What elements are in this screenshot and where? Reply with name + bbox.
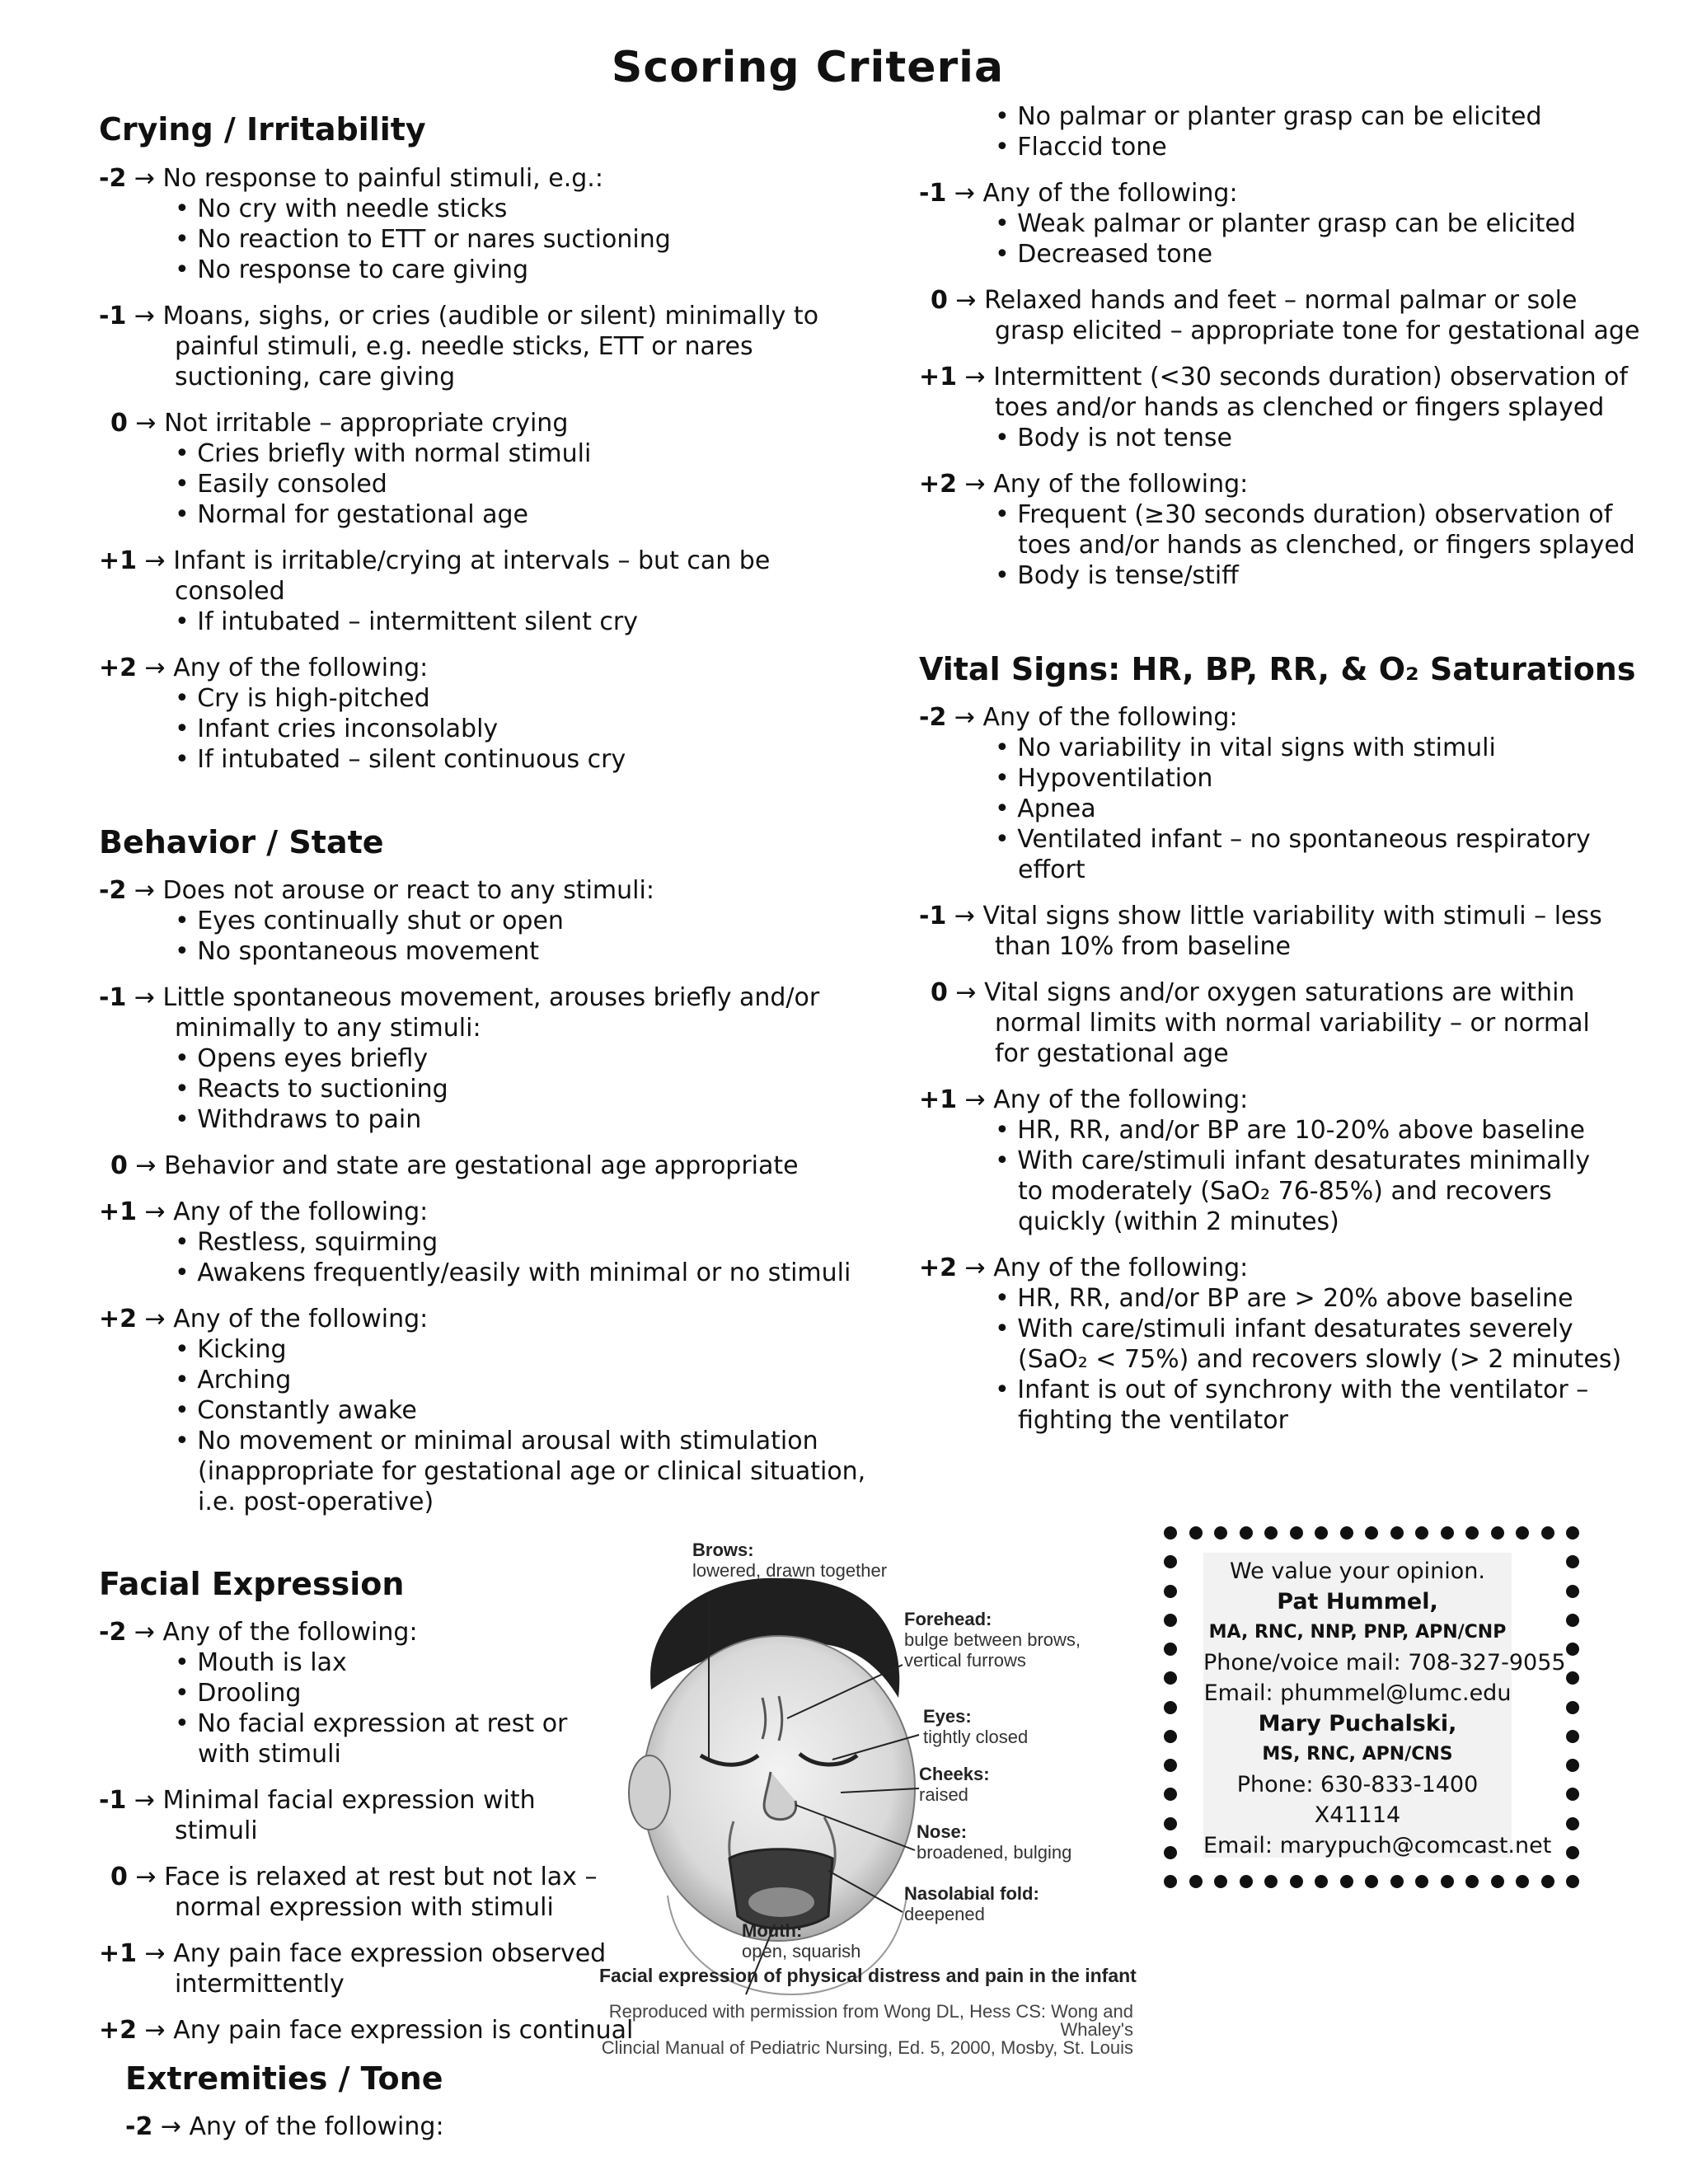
- border-dot: [1315, 1875, 1328, 1888]
- border-dot: [1541, 1875, 1554, 1888]
- score-text: → Any pain face expression is continual: [137, 2016, 634, 2045]
- extremities-title: Extremities / Tone: [125, 2060, 443, 2097]
- score-value: 0: [931, 286, 948, 315]
- contact-intro: We value your opinion.: [1230, 1558, 1485, 1584]
- score-text: → Any of the following:: [137, 1197, 429, 1226]
- border-dot: [1290, 1875, 1303, 1888]
- bullet-item: • Body is not tense: [995, 424, 1232, 452]
- border-dot: [1566, 1671, 1579, 1685]
- border-dot: [1164, 1730, 1177, 1743]
- label-mouth: Mouth: open, squarish: [742, 1920, 861, 1961]
- bullet-item: • Decreased tone: [995, 240, 1213, 269]
- border-dot: [1566, 1759, 1579, 1772]
- score-value: +1: [99, 546, 138, 575]
- score-value: 0: [110, 409, 128, 438]
- continuation-line: normal expression with stimuli: [175, 1893, 554, 1922]
- score-line: [99, 1617, 418, 1647]
- score-value: -1: [919, 179, 947, 208]
- score-line: [919, 285, 1577, 316]
- border-dot: [1240, 1526, 1253, 1540]
- extremities-first-line: -2 → Any of the following:: [125, 2112, 444, 2141]
- score-value: -1: [99, 1786, 127, 1815]
- bullet-item: • Awakens frequently/easily with minimal or no stimuli: [175, 1258, 851, 1287]
- score-line: [99, 2015, 633, 2046]
- bullet-item: • Easily consoled: [175, 470, 387, 499]
- border-dot: [1164, 1846, 1177, 1859]
- bullet-item: • Opens eyes briefly: [175, 1044, 429, 1073]
- bullet-item: • No cry with needle sticks: [175, 194, 508, 223]
- continuation-line: toes and/or hands as clenched, or fingers splayed: [1018, 531, 1635, 560]
- continuation-line: (SaO₂ < 75%) and recovers slowly (> 2 minutes): [1018, 1345, 1622, 1374]
- score-line: [919, 1253, 1248, 1283]
- label-forehead: Forehead: bulge between brows, vertical furrows: [904, 1609, 1081, 1671]
- contact-email-1: Email: phummel@lumc.edu: [1203, 1680, 1512, 1706]
- border-dot: [1315, 1526, 1328, 1540]
- border-dot: [1164, 1585, 1177, 1598]
- figure-caption: Facial expression of physical distress and pain in the infant: [599, 1965, 1137, 1986]
- border-dot: [1566, 1643, 1579, 1656]
- score-line: [99, 1938, 606, 1969]
- bullet-item: • Frequent (≥30 seconds duration) observation of: [995, 500, 1613, 529]
- facial-title: Facial Expression: [99, 1566, 405, 1602]
- bullet-item: • Flaccid tone: [995, 133, 1167, 162]
- score-line: [99, 982, 819, 1013]
- score-line: [919, 1085, 1248, 1115]
- continuation-line: normal limits with normal variability – or normal: [995, 1009, 1590, 1038]
- border-dot: [1566, 1817, 1579, 1830]
- border-dot: [1164, 1817, 1177, 1830]
- score-text: → Any of the following:: [957, 470, 1249, 499]
- border-dot: [1441, 1526, 1454, 1540]
- score-value: -1: [99, 302, 127, 330]
- border-dot: [1340, 1526, 1353, 1540]
- bullet-item: • If intubated – silent continuous cry: [175, 745, 626, 774]
- score-text: → Any of the following:: [137, 1305, 429, 1333]
- bullet-item: • Infant cries inconsolably: [175, 715, 499, 743]
- border-dot: [1390, 1875, 1404, 1888]
- continuation-line: grasp elicited – appropriate tone for gestational age: [995, 316, 1640, 345]
- score-line: [99, 653, 428, 683]
- score-line: [99, 1151, 799, 1181]
- border-dot: [1164, 1759, 1177, 1772]
- contact-credentials-1: MA, RNC, NNP, PNP, APN/CNP: [1208, 1622, 1507, 1643]
- score-text: → Minimal facial expression with: [126, 1786, 536, 1815]
- score-text: → Any of the following:: [957, 1085, 1249, 1114]
- continuation-line: for gestational age: [995, 1039, 1229, 1068]
- bullet-item: • Kicking: [175, 1335, 287, 1364]
- score-line: [99, 546, 770, 576]
- border-dot: [1264, 1875, 1278, 1888]
- score-line: [99, 301, 818, 331]
- score-value: -1: [919, 902, 947, 930]
- border-dot: [1189, 1526, 1203, 1540]
- label-eyes: Eyes: tightly closed: [923, 1706, 1029, 1747]
- score-text: → Does not arouse or react to any stimuli:: [126, 876, 654, 905]
- label-brows: Brows: lowered, drawn together: [692, 1540, 888, 1581]
- bullet-item: • Ventilated infant – no spontaneous respiratory: [995, 825, 1591, 854]
- score-value: -2: [99, 876, 127, 905]
- score-value: +2: [99, 1305, 138, 1333]
- score-value: +2: [99, 654, 138, 682]
- continuation-line: painful stimuli, e.g. needle sticks, ETT or nares: [175, 332, 753, 361]
- bullet-item: • Constantly awake: [175, 1396, 417, 1425]
- border-dot: [1365, 1875, 1378, 1888]
- bullet-item: • With care/stimuli infant desaturates minimally: [995, 1146, 1591, 1175]
- score-value: 0: [110, 1863, 128, 1891]
- score-text: → Any of the following:: [957, 1254, 1249, 1282]
- border-dot: [1566, 1846, 1579, 1859]
- border-dot: [1164, 1614, 1177, 1627]
- bullet-item: • Apnea: [995, 794, 1096, 823]
- bullet-item: • No reaction to ETT or nares suctioning: [175, 225, 671, 254]
- score-text: → Not irritable – appropriate crying: [127, 409, 569, 438]
- continuation-line: i.e. post-operative): [198, 1488, 434, 1516]
- bullet-item: • No facial expression at rest or: [175, 1709, 568, 1738]
- bullet-item: • Cries briefly with normal stimuli: [175, 439, 592, 468]
- score-text: → Any of the following:: [946, 179, 1238, 208]
- score-value: 0: [110, 1151, 128, 1180]
- continuation-line: (inappropriate for gestational age or clinical situation,: [198, 1457, 866, 1486]
- border-dot: [1164, 1875, 1177, 1888]
- bullet-item: • Mouth is lax: [175, 1648, 347, 1677]
- border-dot: [1566, 1875, 1579, 1888]
- score-value: -1: [99, 983, 127, 1012]
- score-value: -2: [99, 164, 127, 193]
- label-nose: Nose: broadened, bulging: [917, 1821, 1072, 1863]
- bullet-item: • Body is tense/stiff: [995, 561, 1239, 590]
- border-dot: [1491, 1526, 1504, 1540]
- contact-email-2: Email: marypuch@comcast.net: [1203, 1833, 1552, 1858]
- border-dot: [1164, 1701, 1177, 1714]
- bullet-item: • Hypoventilation: [995, 764, 1213, 793]
- border-dot: [1516, 1526, 1529, 1540]
- score-line: [919, 901, 1602, 931]
- score-value: +1: [919, 363, 958, 391]
- bullet-item: • Withdraws to pain: [175, 1105, 422, 1134]
- border-dot: [1566, 1614, 1579, 1627]
- bullet-item: • Eyes continually shut or open: [175, 907, 564, 935]
- score-value: -2: [99, 1618, 127, 1647]
- score-value: +2: [919, 1254, 958, 1282]
- score-line: [99, 163, 603, 194]
- bullet-item: • Cry is high-pitched: [175, 684, 430, 713]
- bullet-item: • Normal for gestational age: [175, 500, 528, 529]
- bullet-item: • HR, RR, and/or BP are > 20% above baseline: [995, 1284, 1573, 1313]
- score-line: [919, 702, 1238, 733]
- border-dot: [1290, 1526, 1303, 1540]
- contact-credentials-2: MS, RNC, APN/CNS: [1262, 1744, 1453, 1765]
- contact-name-1: Pat Hummel,: [1277, 1589, 1438, 1615]
- figure-credit: Reproduced with permission from Wong DL, Hess CS: Wong and Whaley's Clincial Manual of Pediatric Nursing, Ed. 5, 2000, Mosby, St. Louis: [601, 2001, 1133, 2058]
- border-dot: [1214, 1875, 1227, 1888]
- continuation-line: toes and/or hands as clenched or fingers splayed: [995, 393, 1605, 422]
- score-text: → Vital signs show little variability with stimuli – less: [946, 902, 1602, 930]
- continuation-line: fighting the ventilator: [1018, 1406, 1288, 1435]
- score-value: 0: [931, 978, 948, 1007]
- score-line: [99, 1785, 536, 1816]
- border-dot: [1240, 1875, 1253, 1888]
- continuation-line: to moderately (SaO₂ 76-85%) and recovers: [1018, 1177, 1552, 1206]
- continuation-line: suctioning, care giving: [175, 363, 456, 391]
- border-dot: [1541, 1526, 1554, 1540]
- contact-name-2: Mary Puchalski,: [1258, 1711, 1457, 1736]
- label-nasolabial: Nasolabial fold: deepened: [904, 1883, 1039, 1924]
- bullet-item: • Weak palmar or planter grasp can be elicited: [995, 209, 1576, 238]
- continuation-line: stimuli: [175, 1816, 258, 1845]
- crying-title: Crying / Irritability: [99, 111, 426, 148]
- bullet-item: • No variability in vital signs with stimuli: [995, 733, 1496, 762]
- contact-phone-1: Phone/voice mail: 708-327-9055: [1203, 1650, 1566, 1675]
- bullet-item: • Infant is out of synchrony with the ventilator –: [995, 1376, 1589, 1404]
- bullet-item: • No response to care giving: [175, 255, 529, 284]
- score-line: [99, 408, 568, 438]
- bullet-item: • Restless, squirming: [175, 1228, 438, 1257]
- border-dot: [1264, 1526, 1278, 1540]
- bullet-item: • Drooling: [175, 1679, 302, 1708]
- score-text: → Infant is irritable/crying at intervals – but can be: [137, 546, 771, 575]
- contact-box: [1203, 1553, 1566, 1858]
- border-dot: [1340, 1875, 1353, 1888]
- bullet-item: • Reacts to suctioning: [175, 1075, 448, 1104]
- score-line: [99, 1862, 597, 1892]
- score-text: → Relaxed hands and feet – normal palmar or sole: [947, 286, 1578, 315]
- score-line: [919, 362, 1628, 392]
- border-dot: [1566, 1730, 1579, 1743]
- border-dot: [1390, 1526, 1404, 1540]
- label-cheeks: Cheeks: raised: [919, 1764, 990, 1805]
- continuation-line: intermittently: [175, 1970, 345, 1999]
- score-text: → Behavior and state are gestational age appropriate: [127, 1151, 799, 1180]
- score-line: [919, 977, 1574, 1008]
- vitals-title: Vital Signs: HR, BP, RR, & O₂ Saturations: [919, 651, 1636, 687]
- bullet-item: • If intubated – intermittent silent cry: [175, 607, 638, 636]
- score-text: → Any pain face expression observed: [137, 1939, 607, 1968]
- border-dot: [1465, 1875, 1479, 1888]
- score-text: → Little spontaneous movement, arouses briefly and/or: [126, 983, 820, 1012]
- score-text: → Any of the following:: [946, 703, 1238, 732]
- score-text: → Any of the following:: [137, 654, 429, 682]
- score-text: → Vital signs and/or oxygen saturations are within: [947, 978, 1575, 1007]
- score-line: [99, 1304, 428, 1334]
- bullet-item: • With care/stimuli infant desaturates severely: [995, 1315, 1573, 1343]
- border-dot: [1164, 1526, 1177, 1540]
- bullet-item: • HR, RR, and/or BP are 10-20% above baseline: [995, 1116, 1585, 1145]
- border-dot: [1566, 1526, 1579, 1540]
- border-dot: [1465, 1526, 1479, 1540]
- score-line: [99, 875, 654, 906]
- bullet-item: • Arching: [175, 1366, 292, 1394]
- border-dot: [1189, 1875, 1203, 1888]
- score-value: +1: [919, 1085, 958, 1114]
- bullet-item: • No spontaneous movement: [175, 937, 540, 966]
- score-line: [919, 469, 1248, 499]
- border-dot: [1164, 1643, 1177, 1656]
- border-dot: [1491, 1875, 1504, 1888]
- continuation-line: quickly (within 2 minutes): [1018, 1207, 1339, 1236]
- border-dot: [1566, 1788, 1579, 1801]
- continuation-line: minimally to any stimuli:: [175, 1014, 481, 1043]
- score-text: → Moans, sighs, or cries (audible or silent) minimally to: [126, 302, 819, 330]
- score-line: [99, 1197, 428, 1227]
- score-text: → No response to painful stimuli, e.g.:: [126, 164, 603, 193]
- continuation-line: with stimuli: [198, 1740, 341, 1769]
- border-dot: [1516, 1875, 1529, 1888]
- border-dot: [1566, 1585, 1579, 1598]
- score-value: +2: [99, 2016, 138, 2045]
- continuation-line: than 10% from baseline: [995, 932, 1291, 961]
- bullet-item: • No movement or minimal arousal with stimulation: [175, 1427, 818, 1455]
- border-dot: [1566, 1555, 1579, 1568]
- behavior-title: Behavior / State: [99, 824, 384, 860]
- border-dot: [1214, 1526, 1227, 1540]
- border-dot: [1365, 1526, 1378, 1540]
- contact-extension: X41114: [1314, 1802, 1401, 1828]
- border-dot: [1441, 1875, 1454, 1888]
- score-text: → Face is relaxed at rest but not lax –: [127, 1863, 598, 1891]
- score-line: [919, 178, 1238, 209]
- score-text: → Intermittent (<30 seconds duration) observation of: [957, 363, 1629, 391]
- bullet-item: • No palmar or planter grasp can be elicited: [995, 102, 1542, 131]
- border-dot: [1566, 1701, 1579, 1714]
- score-value: +1: [99, 1939, 138, 1968]
- score-value: +2: [919, 470, 958, 499]
- contact-phone-2: Phone: 630-833-1400: [1236, 1772, 1479, 1797]
- score-value: -2: [919, 703, 947, 732]
- continuation-line: effort: [1018, 855, 1085, 884]
- score-value: +1: [99, 1197, 138, 1226]
- border-dot: [1415, 1875, 1428, 1888]
- score-text: → Any of the following:: [126, 1618, 418, 1647]
- continuation-line: consoled: [175, 577, 285, 606]
- border-dot: [1415, 1526, 1428, 1540]
- page-title: Scoring Criteria: [611, 43, 1005, 92]
